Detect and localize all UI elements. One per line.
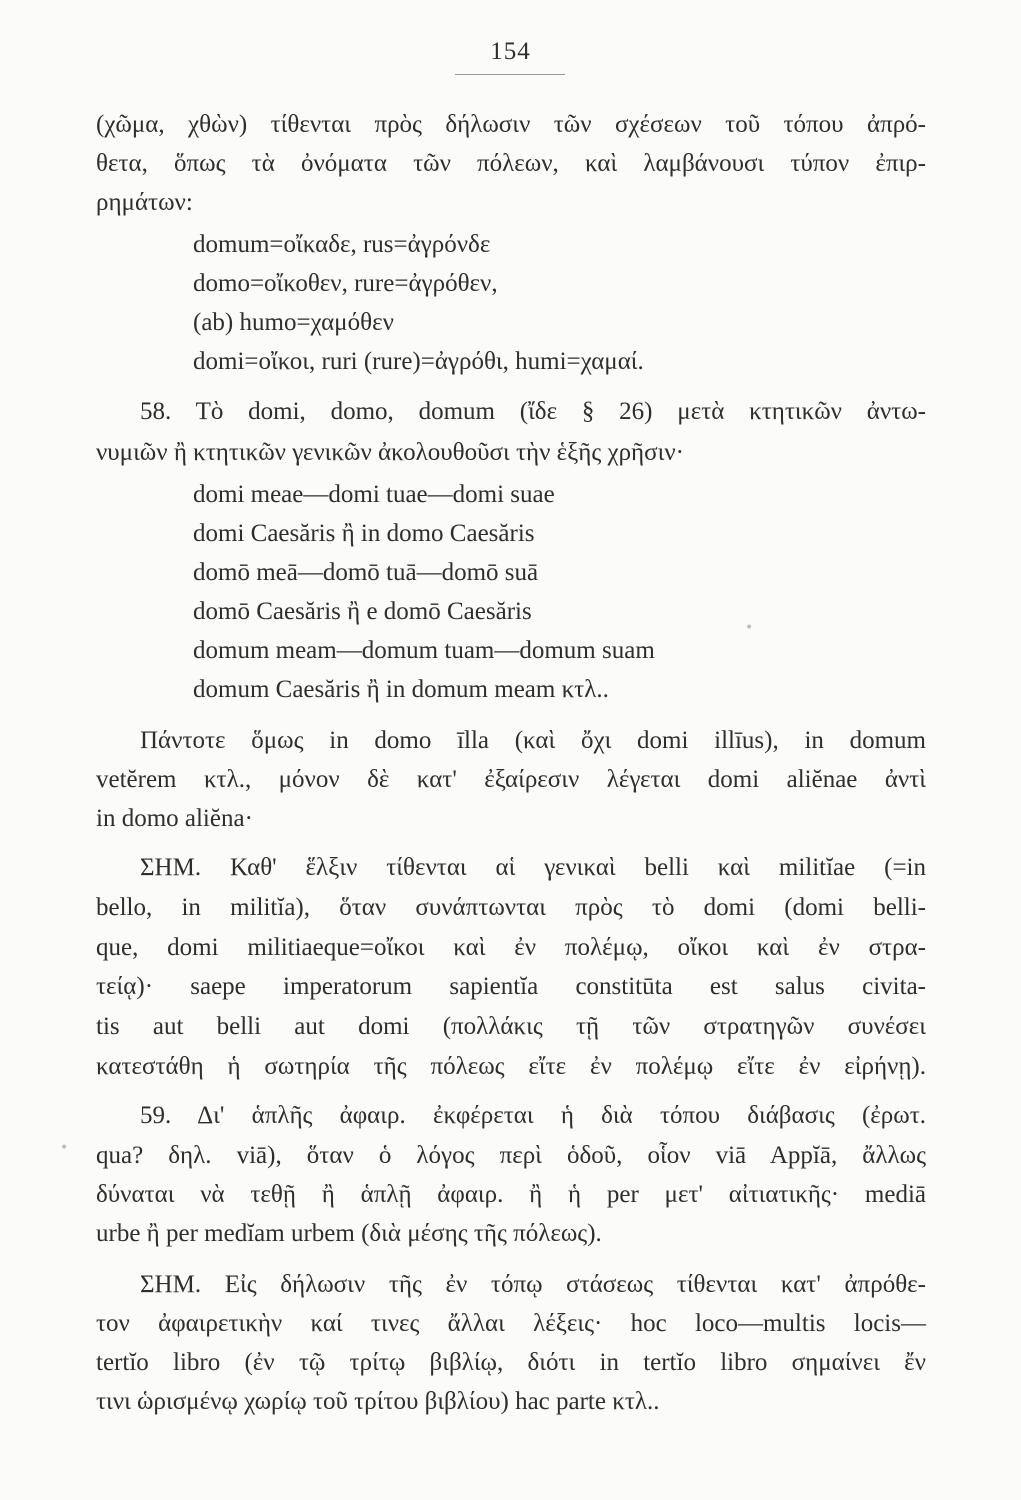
text-line: vetĕrem κτλ., μόνον δὲ κατ' ἐξαίρεσιν λέγεται domi aliĕnae ἀντὶ: [96, 766, 926, 793]
text-line: νυμιῶν ἢ κτητικῶν γενικῶν ἀκολουθοῦσι τὴν ἑξῆς χρῆσιν·: [96, 439, 684, 466]
note-line: ΣΗΜ. Καθ' ἕλξιν τίθενται αἱ γενικαὶ belli καὶ militĭae (=in: [140, 854, 926, 881]
text-line: tis aut belli aut domi (πολλάκις τῇ τῶν στρατηγῶν συνέσει: [96, 1013, 926, 1040]
example-line: domum=οἴκαδε, rus=ἀγρόνδε: [193, 231, 491, 258]
example-line: domum Caesăris ἢ in domum meam κτλ..: [193, 676, 609, 703]
text-line: bello, in militĭa), ὅταν συνάπτωνται πρὸς τὸ domi (domi belli-: [96, 894, 926, 921]
example-line: (ab) humo=χαμόθεν: [193, 309, 394, 336]
text-line: ρημάτων:: [96, 189, 193, 216]
text-line: τινι ὡρισμένῳ χωρίῳ τοῦ τρίτου βιβλίου) hac parte κτλ..: [96, 1388, 660, 1415]
text-line: (χῶμα, χθὼν) τίθενται πρὸς δήλωσιν τῶν σχέσεων τοῦ τόπου ἀπρό-: [96, 111, 926, 138]
example-line: domum meam—domum tuam—domum suam: [193, 637, 655, 664]
scan-speck: •: [745, 620, 754, 636]
note-line: ΣΗΜ. Εἰς δήλωσιν τῆς ἐν τόπῳ στάσεως τίθενται κατ' ἀπρόθε-: [140, 1271, 926, 1298]
page-number: 154: [490, 38, 531, 65]
header-rule: [455, 74, 565, 75]
text-line: que, domi militiaeque=οἴκοι καὶ ἐν πολέμῳ, οἴκοι καὶ ἐν στρα-: [96, 934, 926, 961]
example-line: domi=οἴκοι, ruri (rure)=ἀγρόθι, humi=χαμαί.: [193, 348, 644, 375]
text-line: urbe ἢ per medĭam urbem (διὰ μέσης τῆς πόλεως).: [96, 1220, 602, 1247]
example-line: domo=οἴκοθεν, rure=ἀγρόθεν,: [193, 270, 498, 297]
example-line: domō Caesăris ἢ e domō Caesăris: [193, 598, 532, 625]
text-line: κατεστάθη ἡ σωτηρία τῆς πόλεως εἴτε ἐν πολέμῳ εἴτε ἐν εἰρήνῃ).: [96, 1053, 926, 1080]
text-line: τον ἀφαιρετικὴν καί τινες ἄλλαι λέξεις· hoc loco—multis locis—: [96, 1310, 926, 1337]
text-line: δύναται νὰ τεθῇ ἢ ἁπλῇ ἀφαιρ. ἢ ἡ per μετ' αἰτιατικῆς· mediā: [96, 1181, 926, 1208]
text-line: τείᾳ)· saepe imperatorum sapientĭa constitūta est salus civita-: [96, 973, 926, 1000]
text-line: qua? δηλ. viā), ὅταν ὁ λόγος περὶ ὁδοῦ, οἷον viā Appĭā, ἄλλως: [96, 1142, 926, 1169]
example-line: domō meā—domō tuā—domō suā: [193, 559, 539, 586]
example-line: domi meae—domi tuae—domi suae: [193, 481, 555, 508]
paragraph-59-line: 59. Δι' ἁπλῆς ἀφαιρ. ἐκφέρεται ἡ διὰ τόπου διάβασις (ἐρωτ.: [140, 1102, 926, 1129]
scan-speck: •: [60, 1140, 69, 1156]
paragraph-58-line: 58. Τὸ domi, domo, domum (ἴδε § 26) μετὰ κτητικῶν ἀντω-: [140, 398, 926, 425]
text-line: in domo aliĕna·: [96, 805, 253, 832]
text-line: tertĭo libro (ἐν τῷ τρίτῳ βιβλίῳ, διότι in tertĭo libro σημαίνει ἔν: [96, 1349, 926, 1376]
example-line: domi Caesăris ἢ in domo Caesăris: [193, 520, 535, 547]
text-line: θετα, ὅπως τὰ ὀνόματα τῶν πόλεων, καὶ λαμβάνουσι τύπον ἐπιρ-: [96, 150, 926, 177]
text-line: Πάντοτε ὅμως in domo īlla (καὶ ὄχι domi illīus), in domum: [140, 727, 926, 754]
